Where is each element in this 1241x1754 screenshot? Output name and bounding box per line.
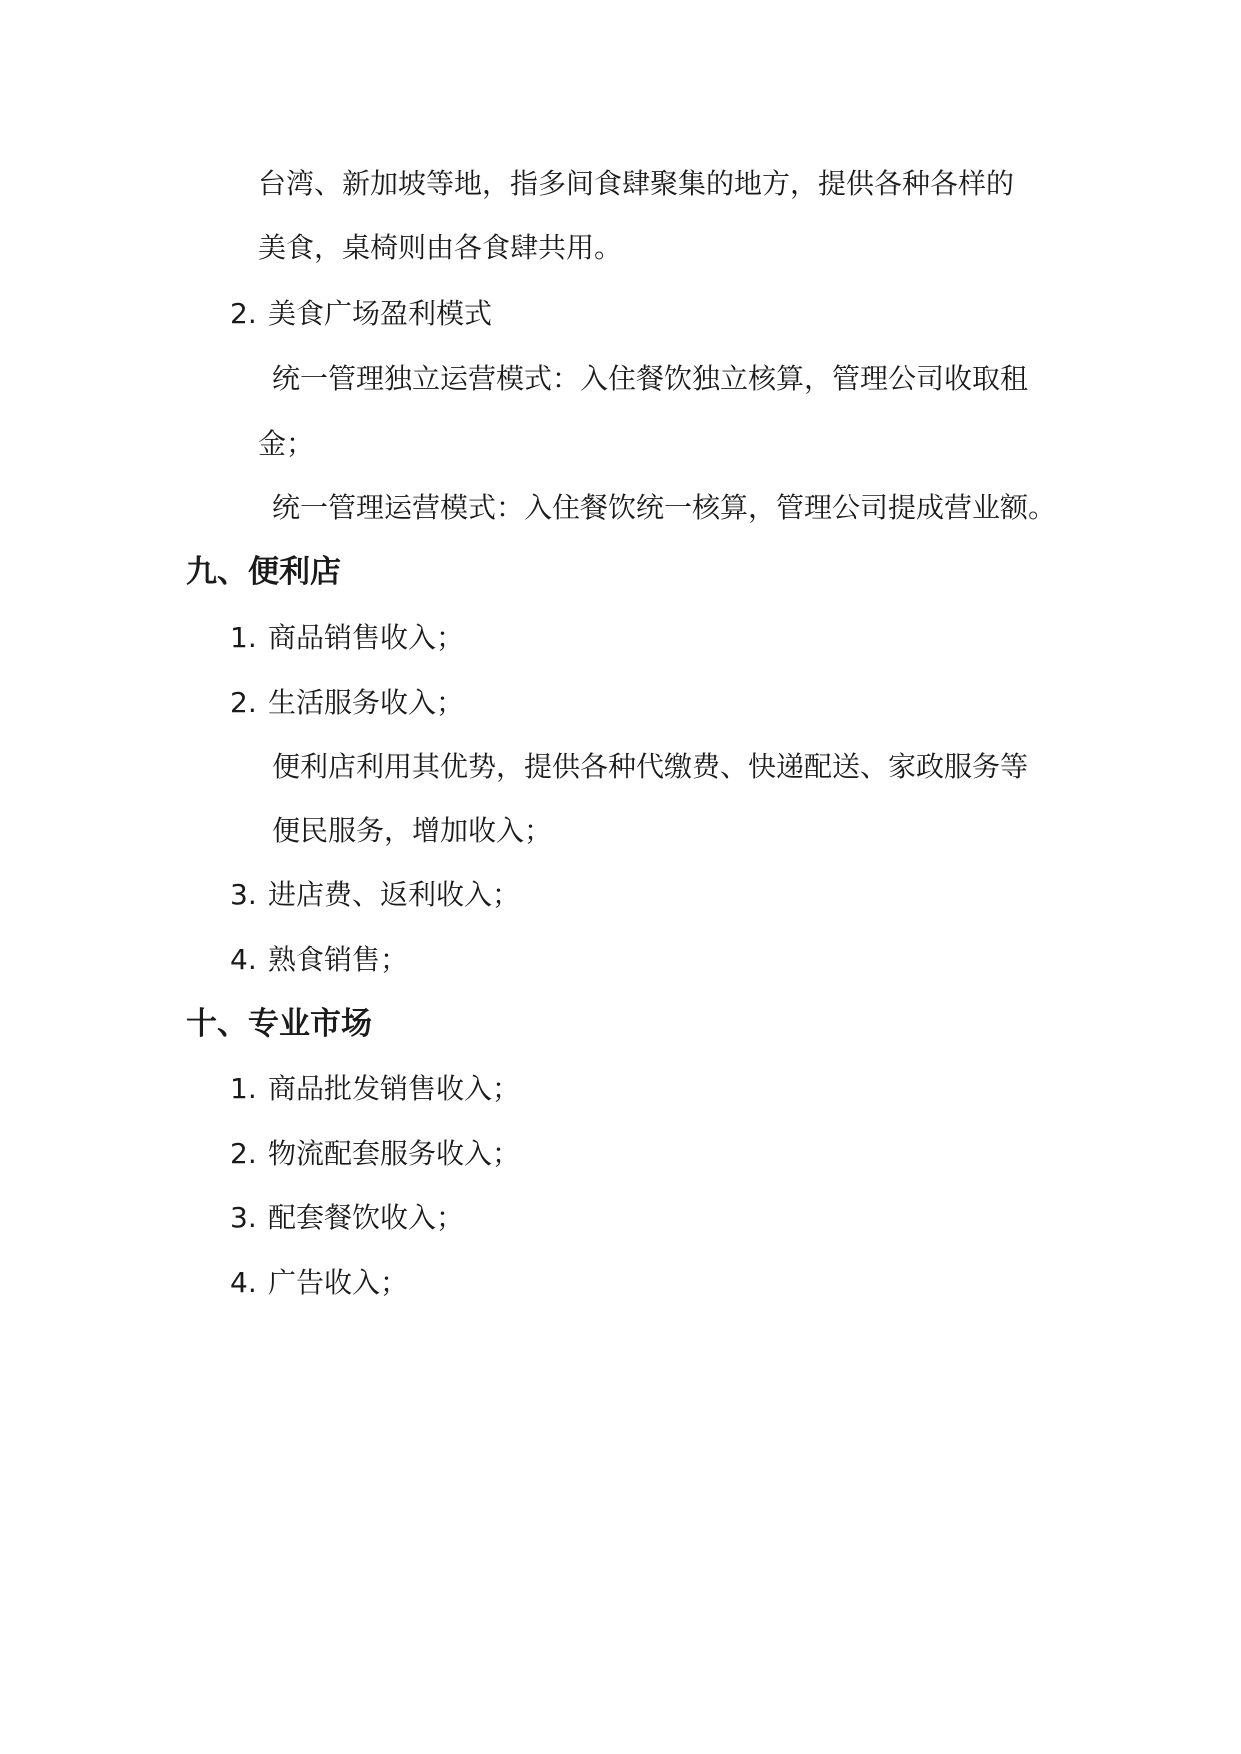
list-item	[230, 1071, 520, 1107]
list-number: 1.	[230, 621, 257, 654]
list-number: 3.	[230, 878, 257, 911]
list-item-text: 生活服务收入；	[268, 686, 465, 719]
list-item	[230, 685, 464, 721]
list-item-text: 商品销售收入；	[268, 621, 465, 654]
section-heading: 九、便利店	[186, 554, 341, 590]
list-item	[230, 877, 520, 913]
list-item-text: 物流配套服务收入；	[268, 1137, 521, 1170]
list-item	[230, 620, 464, 656]
list-item-text: 广告收入；	[268, 1266, 409, 1299]
paragraph-line: 台湾、新加坡等地，指多间食肆聚集的地方，提供各种各样的	[258, 167, 1015, 200]
list-item	[230, 1200, 464, 1236]
paragraph-line: 美食，桌椅则由各食肆共用。	[258, 231, 623, 264]
list-item	[230, 1265, 408, 1301]
list-number: 1.	[230, 1072, 257, 1105]
list-number: 2.	[230, 1137, 257, 1170]
paragraph-line: 金；	[258, 427, 315, 460]
section-heading: 十、专业市场	[186, 1006, 372, 1042]
list-number: 2.	[230, 686, 257, 719]
list-item	[230, 942, 408, 978]
list-item	[230, 1136, 520, 1172]
paragraph-line: 便利店利用其优势，提供各种代缴费、快递配送、家政服务等	[272, 750, 1029, 783]
list-number: 4.	[230, 1266, 257, 1299]
list-item-text: 进店费、返利收入；	[268, 878, 521, 911]
list-number: 2.	[230, 297, 257, 330]
list-item-text: 熟食销售；	[268, 943, 409, 976]
paragraph-line: 便民服务，增加收入；	[272, 814, 553, 847]
list-item-text: 美食广场盈利模式	[268, 297, 493, 330]
paragraph-line: 统一管理运营模式：入住餐饮统一核算，管理公司提成营业额。	[272, 491, 1057, 524]
list-item	[230, 296, 492, 332]
list-item-text: 商品批发销售收入；	[268, 1072, 521, 1105]
list-number: 3.	[230, 1201, 257, 1234]
paragraph-line: 统一管理独立运营模式：入住餐饮独立核算，管理公司收取租	[272, 362, 1029, 395]
list-item-text: 配套餐饮收入；	[268, 1201, 465, 1234]
list-number: 4.	[230, 943, 257, 976]
